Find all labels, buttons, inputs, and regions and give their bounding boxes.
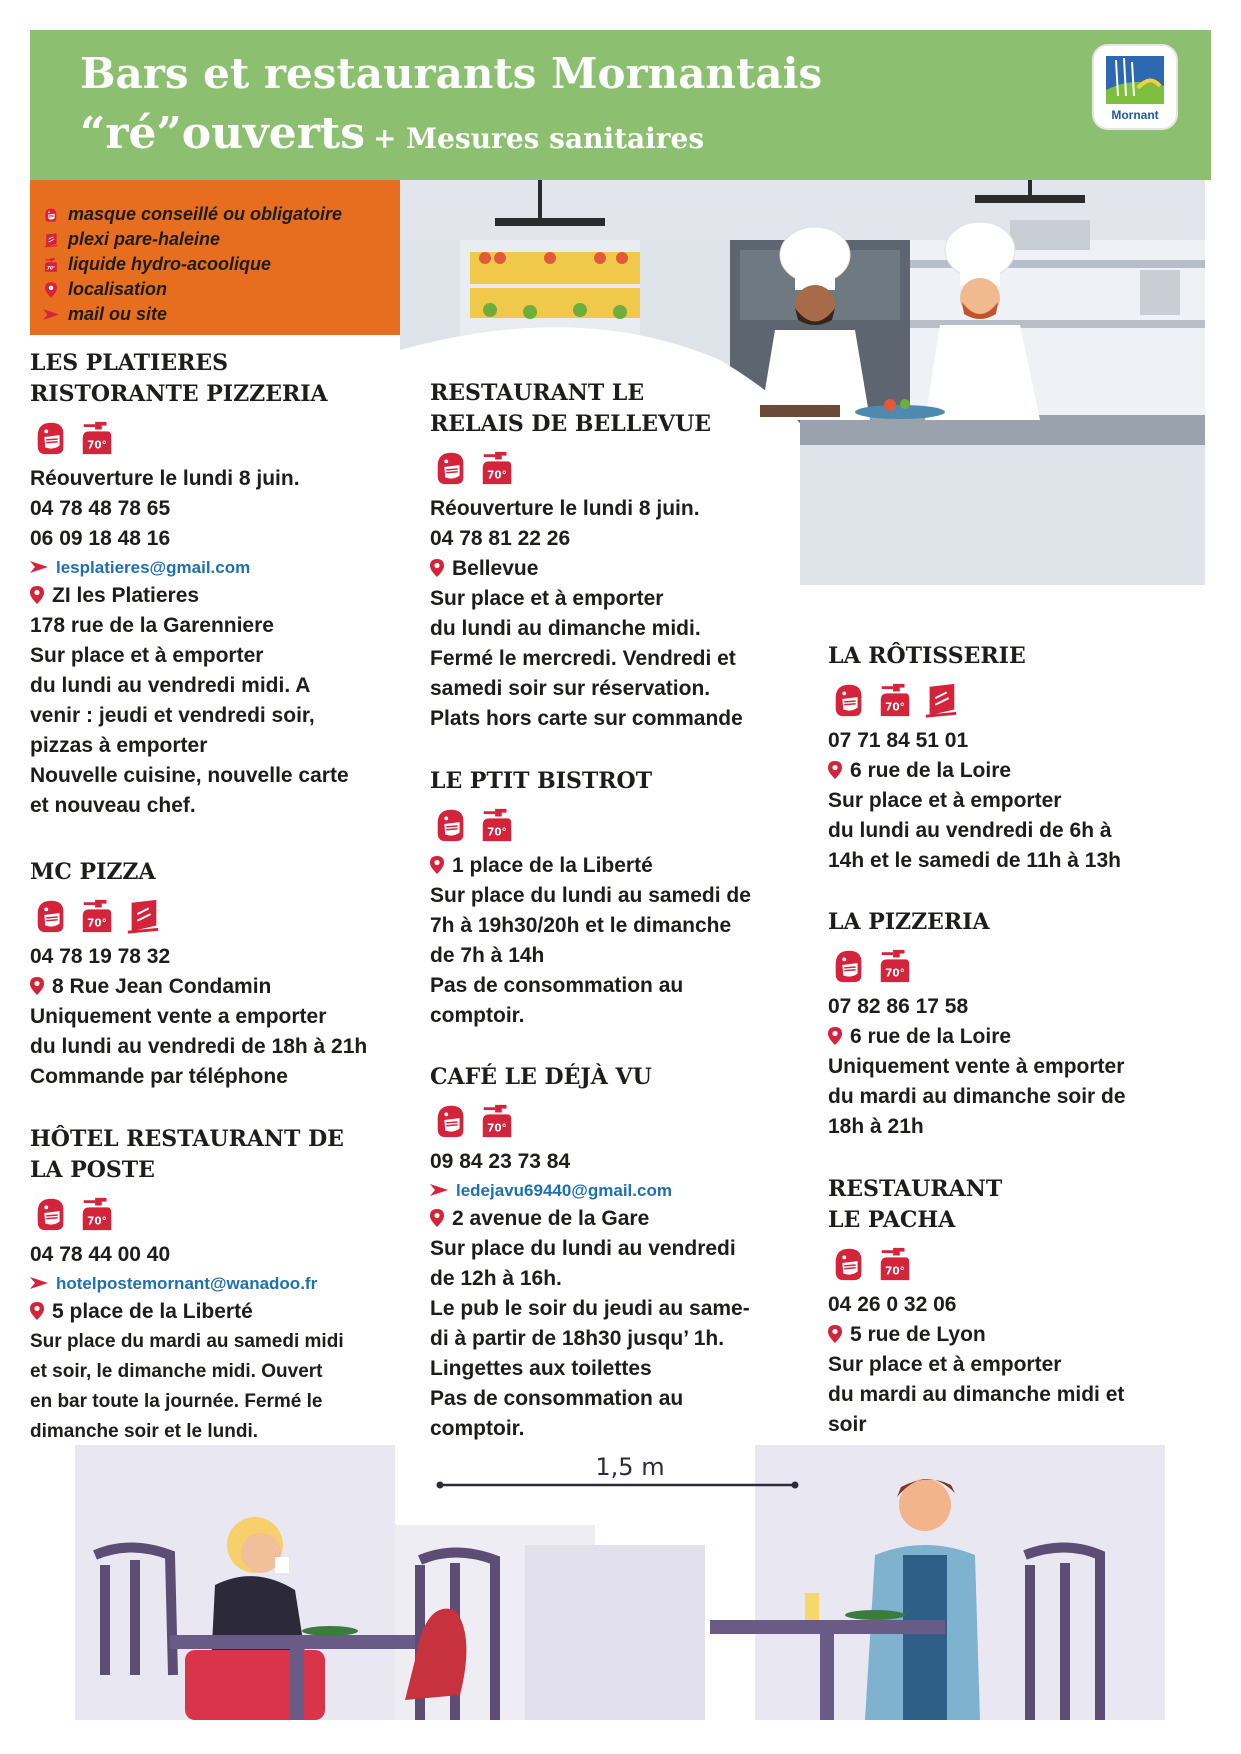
restaurant-le-pacha [828, 1174, 1124, 1440]
info-line: Uniquement vente à emporter [828, 1055, 1125, 1078]
plexiglass-icon [922, 681, 960, 719]
mask-icon [432, 449, 470, 487]
info-line: en bar toute la journée. Fermé le [30, 1391, 323, 1412]
legend-item-location [40, 277, 400, 302]
info-line: Sur place du mardi au samedi midi [30, 1331, 344, 1352]
mask-icon [830, 947, 868, 985]
restaurant-name: RESTAURANT [828, 1176, 1003, 1202]
restaurant-la-rotisserie [828, 641, 1121, 876]
info-line: dimanche soir et le lundi. [30, 1421, 259, 1442]
sanitary-icons [32, 1194, 344, 1234]
restaurant-name: LES PLATIERES [30, 350, 229, 376]
subtitle-main: “ré”ouverts [80, 108, 365, 159]
arrow-icon [30, 1277, 48, 1289]
arrow-icon [430, 1184, 448, 1196]
sanitizer-icon [40, 255, 62, 275]
phone-number: 04 78 48 78 65 [30, 497, 171, 520]
location-text: 8 Rue Jean Condamin [52, 975, 272, 998]
restaurant-les-platieres [30, 348, 349, 821]
info-line: 14h et le samedi de 11h à 13h [828, 849, 1121, 872]
mask-icon [432, 1102, 470, 1140]
restaurant-name: LA RÔTISSERIE [828, 643, 1026, 669]
location-text: 1 place de la Liberté [452, 854, 653, 877]
restaurant-name: LA PIZZERIA [828, 909, 990, 935]
email-text: lesplatieres@gmail.com [56, 558, 251, 577]
subtitle-extra: + Mesures sanitaires [372, 122, 705, 155]
sanitizer-icon [876, 1245, 914, 1283]
location-text: 6 rue de la Loire [850, 1025, 1012, 1048]
restaurant-name: MC PIZZA [30, 859, 156, 885]
location [828, 1320, 1124, 1350]
page-title: Bars et restaurants Mornantais [80, 49, 823, 98]
header-banner [30, 30, 1211, 180]
info-line: 18h à 21h [828, 1115, 924, 1138]
info-line: Lingettes aux toilettes [430, 1357, 652, 1380]
restaurant-name: LE PTIT BISTROT [430, 768, 653, 794]
mornant-logo [1094, 46, 1176, 128]
location-text: ZI les Platieres [52, 584, 200, 607]
info-line: Commande par téléphone [30, 1065, 288, 1088]
sanitizer-icon [478, 806, 516, 844]
logo-text: Mornant [1111, 108, 1159, 122]
info-line: di à partir de 18h30 jusqu’ 1h. [430, 1327, 725, 1350]
location-pin-icon [30, 586, 44, 604]
location [430, 554, 743, 584]
location-pin-icon [828, 761, 842, 779]
address-text: 178 rue de la Garenniere [30, 614, 274, 637]
sanitizer-icon [876, 681, 914, 719]
restaurant-name: LE PACHA [828, 1207, 956, 1233]
info-line: du lundi au vendredi de 18h à 21h [30, 1035, 368, 1058]
legend-label: mail ou site [68, 304, 168, 324]
location-text: 5 rue de Lyon [850, 1323, 986, 1346]
restaurant-la-pizzeria [828, 907, 1126, 1142]
info-line: comptoir. [430, 1417, 525, 1440]
info-line: du lundi au vendredi midi. A [30, 674, 311, 697]
plexiglass-icon [40, 230, 62, 250]
info-line: 7h à 19h30/20h et le dimanche [430, 914, 732, 937]
location [30, 581, 349, 611]
info-line: et nouveau chef. [30, 794, 196, 817]
mask-icon [830, 681, 868, 719]
info-line: Sur place du lundi au vendredi [430, 1237, 736, 1260]
restaurant-name: RESTAURANT LE [430, 380, 645, 406]
email-link[interactable] [430, 1177, 750, 1204]
restaurant-hotel-la-poste [30, 1124, 344, 1447]
mask-icon [830, 1245, 868, 1283]
location-pin-icon [30, 977, 44, 995]
reopening-text: Réouverture le lundi 8 juin. [430, 497, 700, 520]
info-line: Sur place et à emporter [430, 587, 664, 610]
page-subtitle [80, 108, 704, 159]
arrow-icon [30, 561, 48, 573]
legend-item-sanitizer [40, 252, 400, 277]
sanitizer-icon [876, 947, 914, 985]
mask-icon [32, 419, 70, 457]
legend-item-mail [40, 302, 400, 327]
location [430, 851, 751, 881]
info-line: Sur place et à emporter [828, 1353, 1062, 1376]
info-line: du lundi au vendredi de 6h à [828, 819, 1112, 842]
sanitary-icons [432, 448, 743, 488]
location [430, 1204, 750, 1234]
location-pin-icon [430, 1209, 444, 1227]
sanitizer-icon [78, 1195, 116, 1233]
restaurant-mc-pizza [30, 857, 367, 1092]
info-line: et soir, le dimanche midi. Ouvert [30, 1361, 323, 1382]
location [828, 756, 1121, 786]
location [30, 972, 367, 1002]
location-pin-icon [828, 1325, 842, 1343]
sanitary-icons [830, 1244, 1124, 1284]
reopening-text: Réouverture le lundi 8 juin. [30, 467, 300, 490]
info-line: Sur place et à emporter [30, 644, 264, 667]
restaurant-name: RISTORANTE PIZZERIA [30, 381, 328, 407]
legend-item-mask [40, 202, 400, 227]
phone-number: 04 78 19 78 32 [30, 945, 171, 968]
phone-number: 07 82 86 17 58 [828, 995, 969, 1018]
sanitizer-icon [478, 1102, 516, 1140]
sanitizer-icon [78, 897, 116, 935]
email-link[interactable] [30, 1270, 344, 1297]
restaurant-name: HÔTEL RESTAURANT DE [30, 1126, 344, 1152]
info-line: Plats hors carte sur commande [430, 707, 743, 730]
email-link[interactable] [30, 554, 349, 581]
legend-label: localisation [68, 279, 168, 299]
location-text: 2 avenue de la Gare [452, 1207, 650, 1230]
info-line: de 12h à 16h. [430, 1267, 562, 1290]
mask-icon [432, 806, 470, 844]
sanitary-icons [830, 680, 1121, 720]
sanitary-icons [432, 1101, 750, 1141]
location-text: 5 place de la Liberté [52, 1300, 253, 1323]
restaurant-name: LA POSTE [30, 1157, 155, 1183]
info-line: du mardi au dimanche midi et [828, 1383, 1125, 1406]
location-text: 6 rue de la Loire [850, 759, 1012, 782]
restaurant-cafe-le-deja-vu [430, 1062, 750, 1444]
info-line: Pas de consommation au [430, 974, 684, 997]
legend-label: masque conseillé ou obligatoire [68, 204, 343, 224]
phone-number: 06 09 18 48 16 [30, 527, 171, 550]
info-line: comptoir. [430, 1004, 525, 1027]
legend-label: liquide hydro-acoolique [68, 254, 272, 274]
location-pin-icon [30, 1302, 44, 1320]
info-line: Sur place du lundi au samedi de [430, 884, 751, 907]
mask-icon [32, 897, 70, 935]
arrow-icon [40, 305, 62, 325]
restaurant-name: CAFÉ LE DÉJÀ VU [430, 1064, 652, 1090]
restaurant-le-ptit-bistrot [430, 766, 751, 1031]
restaurant-name: RELAIS DE BELLEVUE [430, 411, 712, 437]
info-line: soir [828, 1413, 867, 1436]
sanitary-icons [32, 896, 367, 936]
phone-number: 04 78 44 00 40 [30, 1243, 171, 1266]
info-line: venir : jeudi et vendredi soir, [30, 704, 315, 727]
legend-box [30, 180, 400, 335]
info-line: Uniquement vente a emporter [30, 1005, 327, 1028]
email-text: ledejavu69440@gmail.com [456, 1181, 672, 1200]
plexiglass-icon [124, 897, 162, 935]
sanitary-icons [432, 805, 751, 845]
info-line: samedi soir sur réservation. [430, 677, 711, 700]
phone-number: 04 26 0 32 06 [828, 1293, 957, 1316]
location-pin-icon [430, 856, 444, 874]
info-line: de 7h à 14h [430, 944, 545, 967]
location-pin-icon [828, 1027, 842, 1045]
location-pin-icon [40, 280, 62, 300]
email-text: hotelpostemornant@wanadoo.fr [56, 1274, 318, 1293]
info-line: du lundi au dimanche midi. [430, 617, 701, 640]
legend-item-plexi [40, 227, 400, 252]
restaurant-relais-de-bellevue [430, 378, 743, 734]
sanitizer-icon [478, 449, 516, 487]
sanitary-icons [32, 418, 349, 458]
social-distancing-illustration [75, 1445, 1165, 1720]
location-pin-icon [430, 559, 444, 577]
info-line: Le pub le soir du jeudi au same- [430, 1297, 750, 1320]
distancing-scene [75, 1445, 1165, 1720]
location [828, 1022, 1126, 1052]
info-line: Sur place et à emporter [828, 789, 1062, 812]
sanitizer-icon [78, 419, 116, 457]
info-line: Fermé le mercredi. Vendredi et [430, 647, 736, 670]
info-line: pizzas à emporter [30, 734, 208, 757]
info-line: Nouvelle cuisine, nouvelle carte [30, 764, 349, 787]
distance-label: 1,5 m [595, 1453, 665, 1481]
info-line: Pas de consommation au [430, 1387, 684, 1410]
phone-number: 04 78 81 22 26 [430, 527, 571, 550]
info-line: du mardi au dimanche soir de [828, 1085, 1126, 1108]
sanitary-icons [830, 946, 1126, 986]
location [30, 1297, 344, 1327]
mask-icon [32, 1195, 70, 1233]
mask-icon [40, 205, 62, 225]
phone-number: 09 84 23 73 84 [430, 1150, 571, 1173]
location-text: Bellevue [452, 557, 539, 580]
legend-label: plexi pare-haleine [68, 229, 221, 249]
phone-number: 07 71 84 51 01 [828, 729, 969, 752]
